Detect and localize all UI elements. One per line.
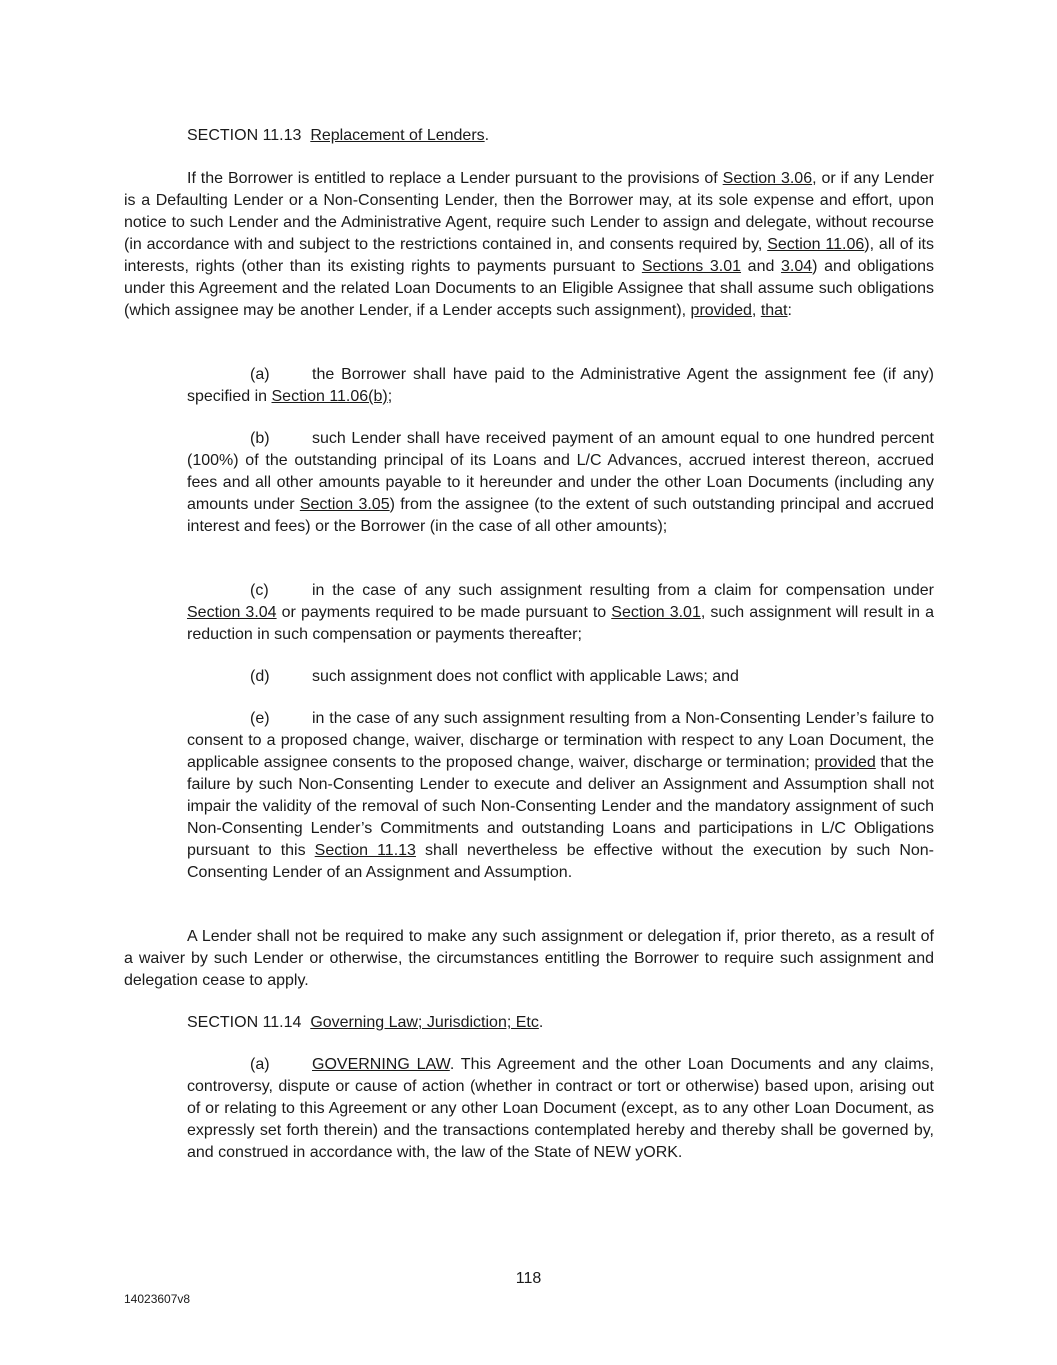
cross-reference: Section 11.13 <box>314 842 416 859</box>
text-run: in the case of any such assignment resulting from a Non-Consenting Lender’s failure to consent to a proposed change, waiver, discharge or termination with respect to any Loan Document, the applicable assignee consents to the proposed change, waiver, discharge or termination; <box>187 710 934 771</box>
clause-label: (a) <box>250 1056 270 1073</box>
clause-c <box>187 580 934 646</box>
section-title: Replacement of Lenders <box>310 127 485 144</box>
cross-reference: Section 11.06(b) <box>271 388 388 405</box>
clause-d <box>187 666 934 688</box>
text-run: ) from the assignee (to the extent of such outstanding principal and accrued interest and fees) or the Borrower (in the case of all other amounts); <box>187 496 934 535</box>
text-run: , such assignment will result in a reduction in such compensation or payments thereafter; <box>187 604 935 643</box>
text-run: ) and obligations under this Agreement and the related Loan Documents to an Eligible Assignee that shall assume such obligations (which assignee may be another Lender, if a Lender accepts such assignment), <box>124 258 934 319</box>
text-run: such assignment does not conflict with applicable Laws; and <box>312 668 739 685</box>
text-run: If the Borrower is entitled to replace a Lender pursuant to the provisions of <box>187 170 723 187</box>
section-11-13-heading: SECTION 11.13 Replacement of Lenders. <box>187 127 490 144</box>
clause-label: (c) <box>250 582 269 599</box>
section-number: SECTION 11.14 <box>187 1014 302 1031</box>
clause-title: GOVERNING LAW <box>312 1056 450 1073</box>
text-run: ; <box>387 388 393 405</box>
text-run: such Lender shall have received payment of an amount equal to one hundred percent (100%) of the outstanding principal of its Loans and L/C Advances, accrued interest thereon, accrued fees and all other amounts payable to it hereunder and under the other Loan Documents (including any amounts under <box>187 430 934 513</box>
text-run: that the failure by such Non-Consenting Lender to execute and deliver an Assignment and Assumption shall not impair the validity of the removal of such Non-Consenting Lender and the mandatory assignment of such Non-Consenting Lender’s Commitments and outstanding Loans and participations in L/C Obligations pursuant to this <box>187 754 934 859</box>
cross-reference: Sections 3.01 <box>641 258 742 275</box>
cross-reference: Section 11.06 <box>767 236 865 253</box>
clause-e <box>187 708 934 884</box>
cross-reference: Section 3.04 <box>187 604 277 621</box>
text-run: in the case of any such assignment resulting from a claim for compensation under <box>312 582 934 599</box>
text-run: , or if any Lender is a Defaulting Lender or a Non-Consenting Lender, then the Borrower may, at its sole expense and effort, upon notice to such Lender and the Administrative Agent, require such Lender to assign and delegate, without recourse (in accordance with and subject to the restrictions contained in, and consents required by, <box>124 170 935 253</box>
cross-reference: Section 3.05 <box>299 496 390 513</box>
page-number: 118 <box>515 1270 542 1287</box>
provided-term: provided <box>814 754 876 771</box>
section-11-14-heading: SECTION 11.14 Governing Law; Jurisdiction; Etc. <box>187 1014 544 1031</box>
document-id: 14023607v8 <box>124 1292 191 1306</box>
cross-reference: 3.04 <box>781 258 813 275</box>
text-run: : <box>787 302 792 319</box>
clause-label: (b) <box>250 430 270 447</box>
text-run: and <box>741 258 782 275</box>
text-run: . This Agreement and the other Loan Documents and any claims, controversy, dispute or cause of action (whether in contract or tort or otherwise) based upon, arising out of or relating to this Agreement or any other Loan Document (except, as to any other Loan Document, as expressly set forth therein) and the transactions contemplated hereby and thereby shall be governed by, and construed in accordance with, the law of the State of NEW yORK. <box>187 1056 934 1161</box>
clause-label: (e) <box>250 710 270 727</box>
section-number: SECTION 11.13 <box>187 127 302 144</box>
section-11-13-intro <box>124 168 934 322</box>
text-run: , <box>751 302 761 319</box>
cross-reference: Section 3.01 <box>611 604 701 621</box>
text-run: or payments required to be made pursuant to <box>276 604 612 621</box>
clause-b <box>187 428 934 538</box>
cross-reference: Section 3.06 <box>722 170 813 187</box>
section-title: Governing Law; Jurisdiction; Etc <box>310 1014 539 1031</box>
that-term: that <box>760 302 788 319</box>
text-run: the Borrower shall have paid to the Administrative Agent the assignment fee (if any) specified in <box>187 366 934 405</box>
clause-a <box>187 364 934 408</box>
provided-term: provided <box>690 302 752 319</box>
text-run: ), all of its interests, rights (other than its existing rights to payments pursuant to <box>124 236 934 275</box>
section-11-13-closing: A Lender shall not be required to make any such assignment or delegation if, prior thereto, as a result of a waiver by such Lender or otherwise, the circumstances entitling the Borrower to require such assignment and delegation cease to apply. <box>124 928 934 989</box>
clause-label: (a) <box>250 366 270 383</box>
clause-governing-law <box>187 1054 934 1164</box>
text-run: shall nevertheless be effective without the execution by such Non-Consenting Lender of an Assignment and Assumption. <box>187 842 935 881</box>
clause-label: (d) <box>250 668 270 685</box>
